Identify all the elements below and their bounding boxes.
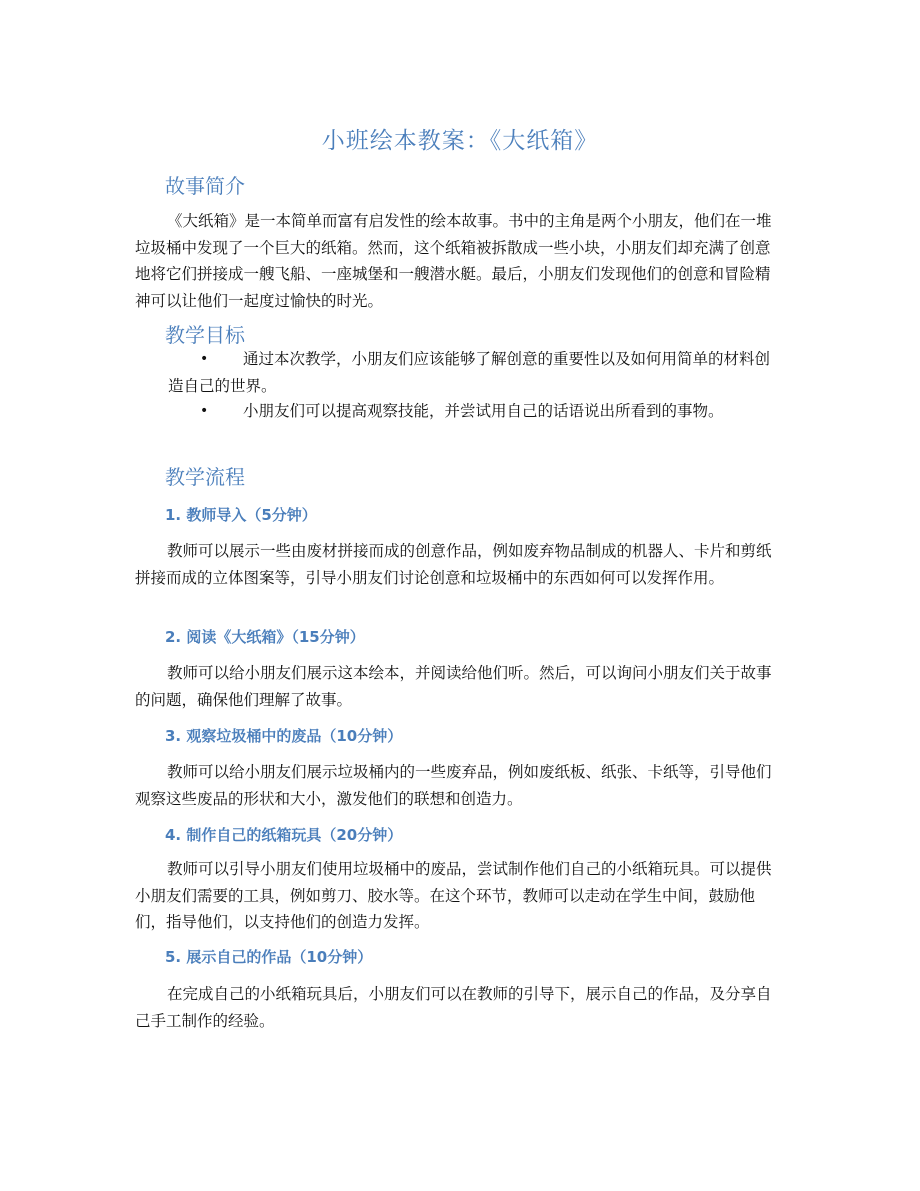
section-heading-teaching-process: 教学流程: [165, 465, 245, 489]
bullet-icon: •: [200, 351, 209, 367]
step-paragraph: 教师可以展示一些由废材拼接而成的创意作品，例如废弃物品制成的机器人、卡片和剪纸拼接而成的立体图案等，引导小朋友们讨论创意和垃圾桶中的东西如何可以发挥作用。: [135, 542, 772, 587]
goal-text: 通过本次教学，小朋友们应该能够了解创意的重要性以及如何用简单的材料创造自己的世界。: [168, 350, 771, 395]
story-intro-paragraph: 《大纸箱》是一本简单而富有启发性的绘本故事。书中的主角是两个小朋友，他们在一堆垃圾桶中发现了一个巨大的纸箱。然而，这个纸箱被拆散成一些小块，小朋友们却充满了创意地将它们拼接成一艘飞船、一座城堡和一艘潜水艇。最后，小朋友们发现他们的创意和冒险精神可以让他们一起度过愉快的时光。: [135, 212, 772, 310]
step-paragraph: 教师可以给小朋友们展示这本绘本，并阅读给他们听。然后，可以询问小朋友们关于故事的问题，确保他们理解了故事。: [135, 664, 772, 709]
step-paragraph: 教师可以引导小朋友们使用垃圾桶中的废品，尝试制作他们自己的小纸箱玩具。可以提供小朋友们需要的工具，例如剪刀、胶水等。在这个环节，教师可以走动在学生中间，鼓励他们，指导他们，以支持他们的创造力发挥。: [135, 860, 772, 931]
bullet-icon: •: [200, 403, 209, 419]
section-heading-teaching-goals: 教学目标: [165, 323, 245, 347]
goal-list-item: [168, 346, 785, 399]
goal-text: 小朋友们可以提高观察技能，并尝试用自己的话语说出所看到的事物。: [243, 402, 724, 420]
document-title: 小班绘本教案：《大纸箱》: [321, 128, 599, 154]
step-heading: 4. 制作自己的纸箱玩具（20分钟）: [165, 826, 403, 844]
section-heading-story-intro: 故事简介: [165, 174, 245, 198]
step-paragraph: 在完成自己的小纸箱玩具后，小朋友们可以在教师的引导下，展示自己的作品，及分享自己手工制作的经验。: [135, 985, 772, 1030]
step-paragraph: 教师可以给小朋友们展示垃圾桶内的一些废弃品，例如废纸板、纸张、卡纸等，引导他们观察这些废品的形状和大小，激发他们的联想和创造力。: [135, 763, 772, 808]
step-heading: 1. 教师导入（5分钟）: [165, 506, 317, 524]
step-heading: 2. 阅读《大纸箱》（15分钟）: [165, 628, 365, 646]
step-heading: 3. 观察垃圾桶中的废品（10分钟）: [165, 727, 403, 745]
step-heading: 5. 展示自己的作品（10分钟）: [165, 948, 373, 966]
goal-list-item: [168, 398, 785, 425]
